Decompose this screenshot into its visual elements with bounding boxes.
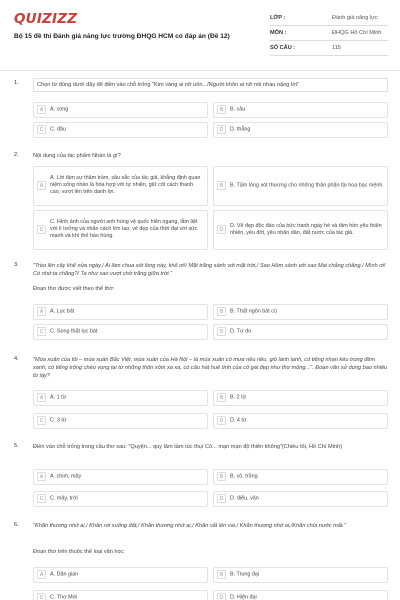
option-letter-box: D	[217, 125, 226, 134]
meta-key: MÔN :	[270, 30, 287, 36]
meta-count	[270, 42, 388, 56]
meta-grade	[270, 12, 388, 26]
option-text: D. Hiện đại	[230, 594, 257, 600]
question-text: Nội dung của tác phẩm Nhàn là gì?	[33, 153, 121, 159]
question-number: 5.	[14, 443, 19, 449]
option-text: D. Tự do	[230, 328, 252, 335]
option-c[interactable]	[33, 590, 208, 600]
option-letter-box: A	[37, 105, 46, 114]
option-letter-box: D	[217, 494, 226, 503]
option-b[interactable]	[213, 102, 388, 118]
option-a[interactable]	[33, 304, 208, 320]
option-a[interactable]	[33, 469, 208, 485]
option-text: D. điểu, vân	[230, 495, 259, 502]
option-b[interactable]	[213, 390, 388, 406]
option-c[interactable]	[33, 210, 208, 250]
option-text: A. cong	[50, 106, 69, 113]
option-c[interactable]	[33, 491, 208, 507]
question-number: 2.	[14, 152, 19, 158]
question-text: "Mùa xuân của tôi – mùa xuân Bắc Việt, mùa xuân của Hà Nội – là mùa xuân có mưa riêu riêu, gió lành lạnh, có tiếng nhạn kêu trong đêm xanh, có tiếng trống chèo vọng lại từ những thôn xóm xa xa, có câu hát huê tình của cô gái đẹp như thơ mộng...". Đoạn văn sử dụng bao nhiêu từ láy?	[33, 357, 388, 379]
question-subtext: Đoạn thơ trên thuộc thể loại văn học:	[33, 549, 125, 555]
meta-subject	[270, 27, 388, 41]
option-text: D. Vẻ đẹp độc đáo của bức tranh ngày hè và tâm hồn yêu thiên nhiên, yêu đời, yêu nhân dân, đất nước của tác giả.	[230, 222, 382, 236]
question-subtext: Đoạn thơ được viết theo thể thơ:	[33, 286, 115, 292]
option-letter-box: A	[37, 181, 46, 190]
option-letter-box: D	[217, 327, 226, 336]
option-text: B. Tấm lòng xót thương cho những thân phận tài hoa bạc mệnh.	[230, 182, 384, 189]
option-text: B. cô, trăng	[230, 473, 258, 480]
option-letter-box: C	[37, 125, 46, 134]
option-text: A. Lục bát	[50, 308, 75, 315]
option-text: C. mây, trời	[50, 495, 78, 502]
question-number: 6.	[14, 522, 19, 528]
option-text: A. Dân gian	[50, 571, 79, 578]
option-text: C. Hình ảnh của người anh hùng vệ quốc hiên ngang, lẫm liệt với lí tưởng và nhân cách lớn lao; vẻ đẹp của thời đại với sức mạnh và khí thế hào hùng.	[50, 219, 198, 240]
question-number: 4.	[14, 356, 19, 362]
option-letter-box: B	[217, 105, 226, 114]
option-letter-box: C	[37, 225, 46, 234]
option-letter-box: A	[37, 393, 46, 402]
option-text: C. 3 từ	[50, 417, 67, 424]
option-d[interactable]	[213, 210, 388, 250]
question-number: 3.	[14, 262, 19, 268]
option-c[interactable]	[33, 324, 208, 340]
quizizz-logo[interactable]: QUIZIZZ	[14, 11, 78, 27]
header-divider	[0, 70, 400, 71]
option-d[interactable]	[213, 324, 388, 340]
option-a[interactable]	[33, 166, 208, 206]
option-letter-box: B	[217, 181, 226, 190]
option-d[interactable]	[213, 590, 388, 600]
meta-key: SỐ CÂU :	[270, 45, 296, 51]
option-b[interactable]	[213, 567, 388, 583]
page-title: Bộ 15 đề thi Đánh giá năng lực trường ĐHQG HCM có đáp án (Đề 12)	[14, 33, 230, 40]
option-a[interactable]	[33, 102, 208, 118]
option-c[interactable]	[33, 122, 208, 138]
option-text: B. 2 từ	[230, 394, 247, 401]
option-text: C. đâu	[50, 126, 66, 133]
option-b[interactable]	[213, 469, 388, 485]
option-b[interactable]	[213, 304, 388, 320]
option-text: C. Thơ Mới	[50, 594, 78, 600]
option-d[interactable]	[213, 122, 388, 138]
meta-value: ĐHQG Hồ Chí Minh	[332, 30, 382, 36]
option-text: B. Trung đại	[230, 571, 260, 578]
option-letter-box: D	[217, 416, 226, 425]
option-letter-box: D	[217, 593, 226, 600]
option-letter-box: C	[37, 593, 46, 600]
option-letter-box: B	[217, 393, 226, 402]
question-text: "Trèo lên cây khế nửa ngày,/ Ai làm chua xót lòng này, khế ơi!/ Mặt trăng sánh với mặt trời,/ Sao Hôm sánh với sao Mai chằng chằng./ Mình ơi! Có nhớ ta chăng?/ Ta như sao vượt chờ trăng giữa trời."	[33, 263, 386, 277]
option-text: D. 4 từ	[230, 417, 247, 424]
option-c[interactable]	[33, 413, 208, 429]
option-d[interactable]	[213, 491, 388, 507]
option-letter-box: A	[37, 472, 46, 481]
option-text: C. Song thất lục bát	[50, 328, 98, 335]
option-text: B. Thất ngôn bát cú	[230, 308, 277, 315]
meta-value: Đánh giá năng lực	[332, 15, 378, 21]
worksheet-header	[0, 0, 400, 62]
option-d[interactable]	[213, 413, 388, 429]
option-text: D. thẳng	[230, 126, 251, 133]
option-letter-box: C	[37, 416, 46, 425]
option-letter-box: B	[217, 570, 226, 579]
option-letter-box: C	[37, 494, 46, 503]
option-letter-box: C	[37, 327, 46, 336]
option-text: A. 1 từ	[50, 394, 67, 401]
option-letter-box: A	[37, 307, 46, 316]
option-text: A. Lời tâm sự thâm trầm, sâu sắc của tác giả, khẳng định quan niệm sống nhàn là hòa hợp với tự nhiên, giữ cốt cách thanh cao, vượt lên trên danh lợi.	[50, 175, 201, 196]
question-text: Điền vào chỗ trống trong câu thơ sau: "Quyện... quy lâm tầm túc thụ/ Cô... mạn mạn độ thiên không"(Chiều tối, Hồ Chí Minh)	[33, 444, 342, 450]
option-letter-box: B	[217, 307, 226, 316]
question-text: Chọn từ đúng dưới đây để điền vào chỗ trống "Kim vàng ai nỡ uốn.../Người khôn ai nỡ nói nhau nặng lời"	[33, 78, 388, 92]
option-letter-box: B	[217, 472, 226, 481]
question-number: 1.	[14, 80, 19, 86]
option-a[interactable]	[33, 390, 208, 406]
meta-value: 115	[332, 45, 341, 51]
option-text: B. câu	[230, 106, 246, 113]
option-a[interactable]	[33, 567, 208, 583]
option-text: A. chim, mây	[50, 473, 82, 480]
option-b[interactable]	[213, 166, 388, 206]
option-letter-box: A	[37, 570, 46, 579]
question-text: "Khăn thương nhớ ai,/ Khăn rơi xuống đất,/ Khăn thương nhớ ai,/ Khăn vắt lên vai./ Khăn thương nhớ ai,/Khăn chùi nước mắt."	[33, 523, 346, 529]
option-letter-box: D	[217, 225, 226, 234]
meta-key: LỚP :	[270, 15, 286, 21]
